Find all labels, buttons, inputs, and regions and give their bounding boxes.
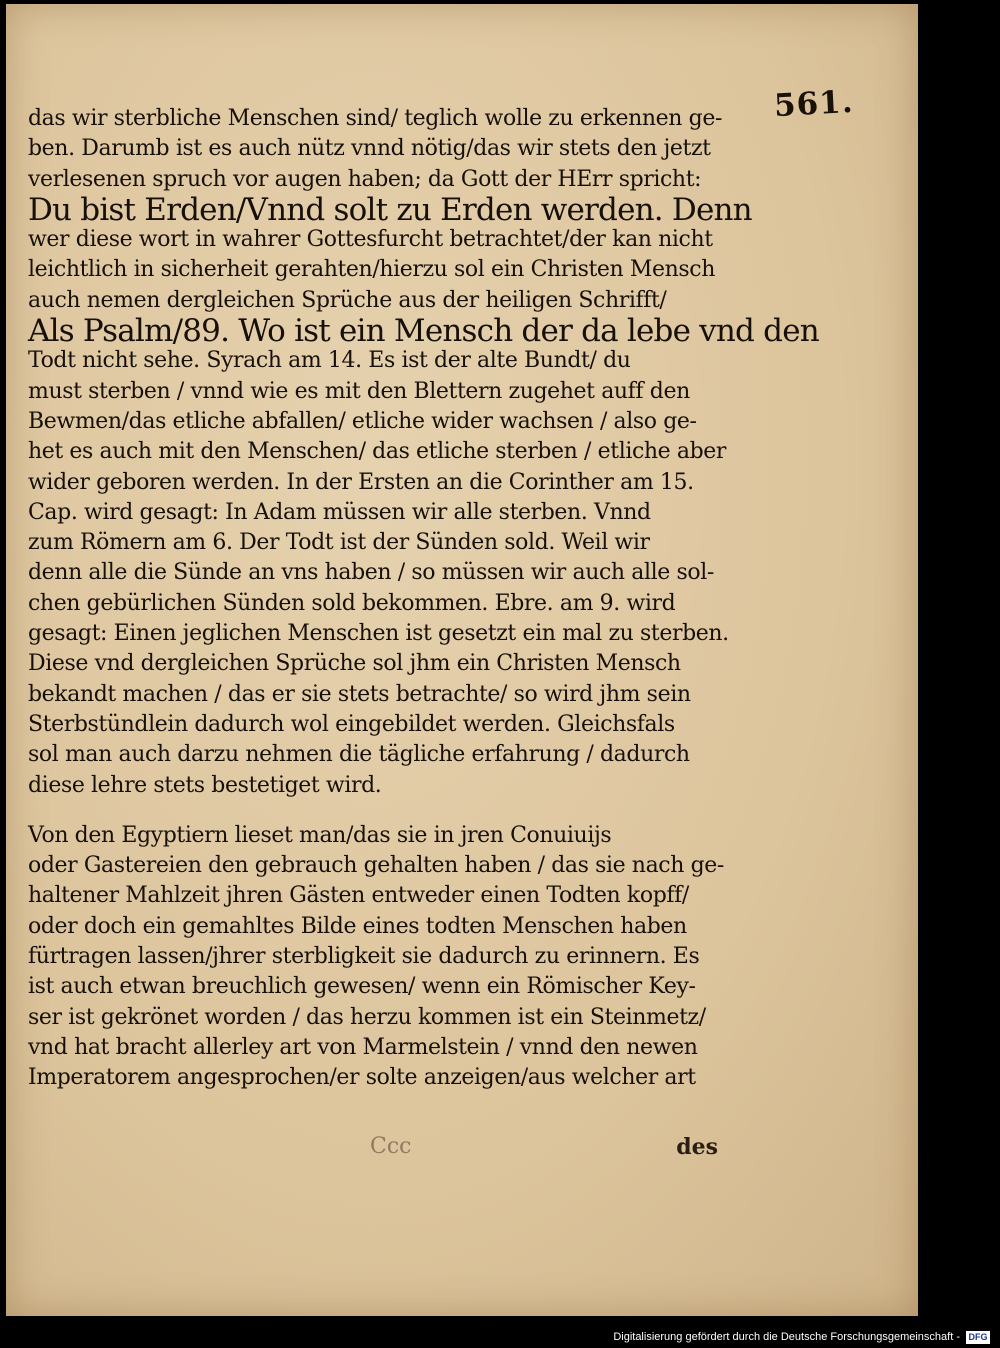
- text-line: must sterben / vnnd wie es mit den Blettern zugehet auff den: [28, 378, 690, 404]
- text-line: Todt nicht sehe. Syrach am 14. Es ist der alte Bundt/ du: [28, 348, 631, 374]
- text-line: ser ist gekrönet worden / das herzu kommen ist ein Steinmetz/: [28, 1004, 706, 1030]
- text-line: gesagt: Einen jeglichen Menschen ist gesetzt ein mal zu sterben.: [28, 621, 729, 647]
- text-line: Von den Egyptiern lieset man/das sie in jren Conuiuijs: [28, 822, 612, 848]
- text-line: vnd hat bracht allerley art von Marmelstein / vnnd den newen: [28, 1034, 698, 1060]
- text-line: wider geboren werden. In der Ersten an die Corinther am 15.: [28, 469, 694, 495]
- text-line: Sterbstündlein dadurch wol eingebildet werden. Gleichsfals: [28, 711, 675, 737]
- text-line: bekandt machen / das er sie stets betrachte/ so wird jhm sein: [28, 681, 691, 707]
- text-line: het es auch mit den Menschen/ das etliche sterben / etliche aber: [28, 439, 727, 465]
- scanned-page: [6, 4, 918, 1316]
- text-line: oder Gastereien den gebrauch gehalten haben / das sie nach ge-: [28, 853, 724, 879]
- text-line: Du bist Erden/Vnnd solt zu Erden werden. Denn: [28, 191, 752, 228]
- text-line: Cap. wird gesagt: In Adam müssen wir alle sterben. Vnnd: [28, 499, 651, 525]
- text-line: sol man auch darzu nehmen die tägliche erfahrung / dadurch: [28, 742, 690, 768]
- text-line: leichtlich in sicherheit gerahten/hierzu sol ein Christen Mensch: [28, 257, 715, 283]
- text-line: haltener Mahlzeit jhren Gästen entweder einen Todten kopff/: [28, 883, 689, 909]
- text-line: ist auch etwan breuchlich gewesen/ wenn ein Römischer Key-: [28, 974, 696, 1000]
- text-line: Bewmen/das etliche abfallen/ etliche wider wachsen / also ge-: [28, 408, 697, 434]
- text-line: chen gebürlichen Sünden sold bekommen. Ebre. am 9. wird: [28, 590, 676, 616]
- text-line: zum Römern am 6. Der Todt ist der Sünden sold. Weil wir: [28, 530, 650, 556]
- text-line: Imperatorem angesprochen/er solte anzeigen/aus welcher art: [28, 1065, 696, 1091]
- text-line: wer diese wort in wahrer Gottesfurcht betrachtet/der kan nicht: [28, 227, 713, 253]
- signature-mark: Ccc: [370, 1134, 412, 1159]
- text-line: auch nemen dergleichen Sprüche aus der heiligen Schrifft/: [28, 287, 667, 313]
- text-line: das wir sterbliche Menschen sind/ teglich wolle zu erkennen ge-: [28, 106, 723, 131]
- text-line: diese lehre stets bestetiget wird.: [28, 772, 382, 798]
- text-line: Diese vnd dergleichen Sprüche sol jhm ein Christen Mensch: [28, 651, 681, 677]
- page-foot: [28, 1134, 718, 1168]
- text-line: verlesenen spruch vor augen haben; da Gott der HErr spricht:: [28, 166, 702, 192]
- text-line: oder doch ein gemahltes Bilde eines todten Menschen haben: [28, 913, 687, 939]
- text-line: ben. Darumb ist es auch nütz vnnd nötig/das wir stets den jetzt: [28, 136, 711, 162]
- funding-credit: Digitalisierung gefördert durch die Deutsche Forschungsgemeinschaft -: [613, 1331, 960, 1343]
- dfg-logo: DFG: [966, 1331, 990, 1344]
- text-line: fürtragen lassen/jhrer sterbligkeit sie dadurch zu erinnern. Es: [28, 944, 700, 970]
- page-number: 561.: [773, 83, 855, 125]
- body-text: [28, 104, 819, 1094]
- catchword: des: [676, 1134, 718, 1160]
- text-line: Als Psalm/89. Wo ist ein Mensch der da lebe vnd den: [28, 313, 819, 350]
- text-line: denn alle die Sünde an vns haben / so müssen wir auch alle sol-: [28, 560, 714, 586]
